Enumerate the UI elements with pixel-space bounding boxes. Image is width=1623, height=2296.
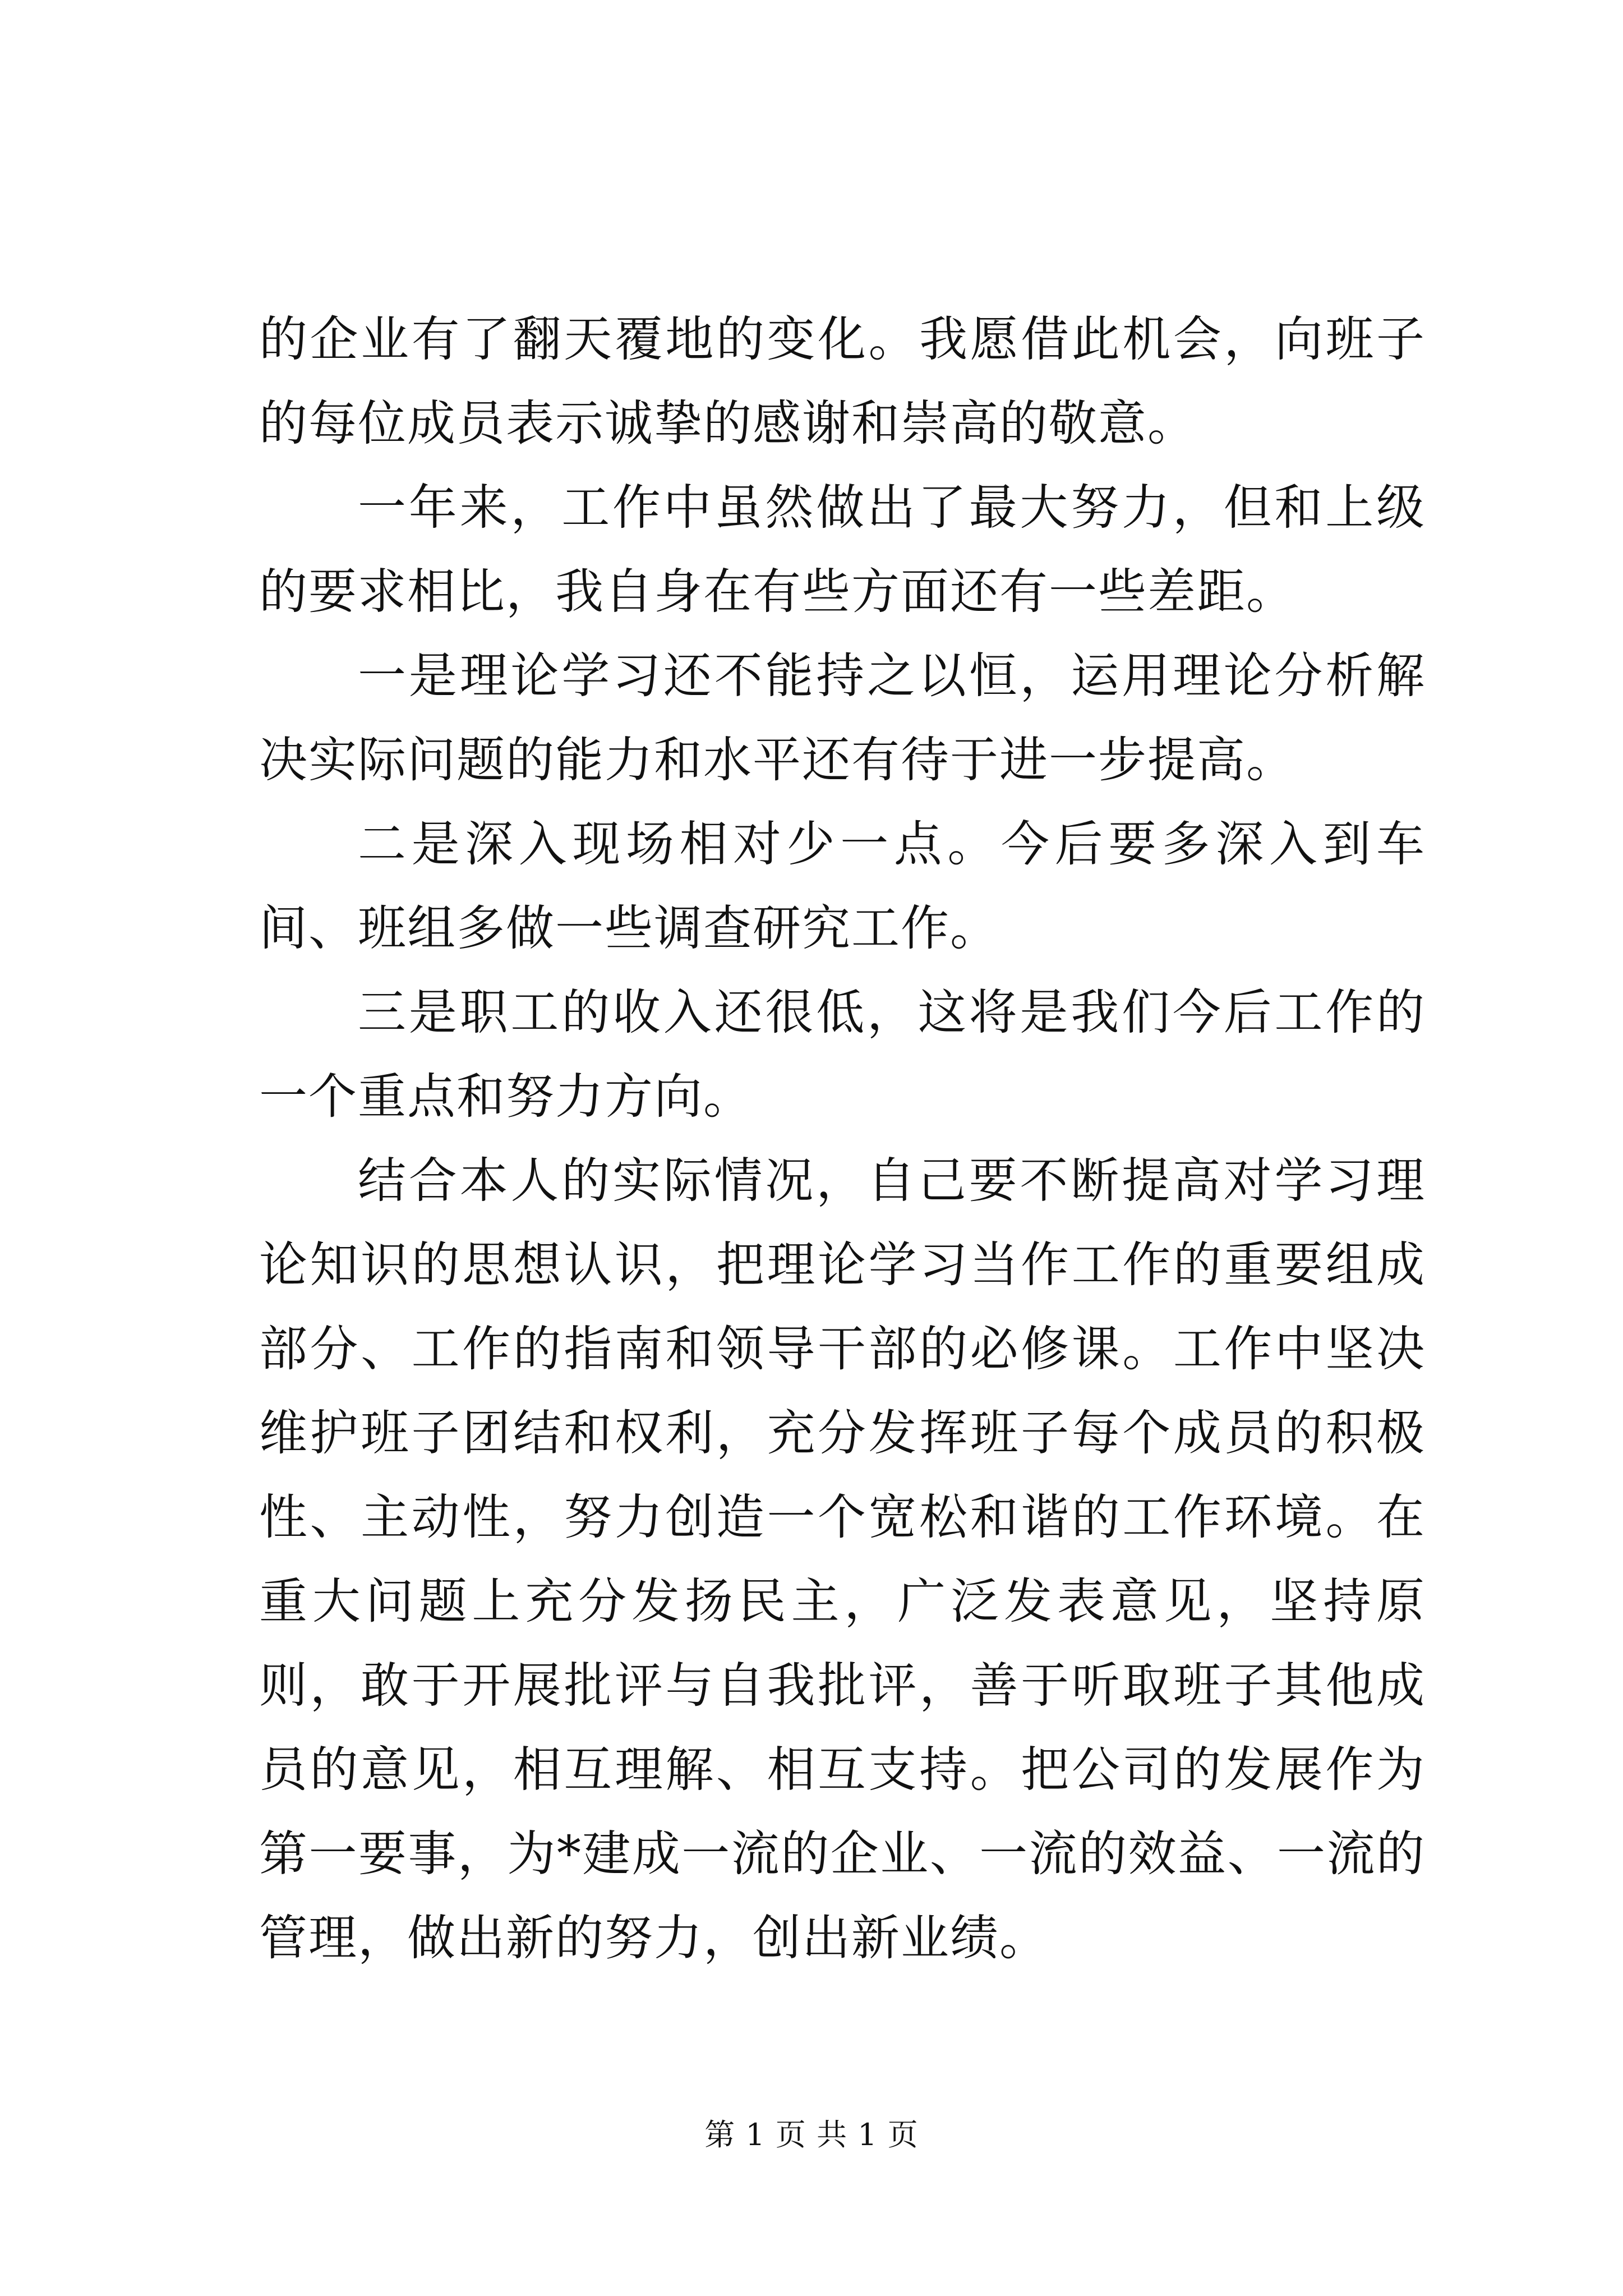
paragraph-conclusion: 结合本人的实际情况，自己要不断提高对学习理论知识的思想认识，把理论学习当作工作的重要组成部分、工作的指南和领导干部的必修课。工作中坚决维护班子团结和权利，充分发挥班子每个成员的积极性、主动性，努力创造一个宽松和谐的工作环境。在重大问题上充分发扬民主，广泛发表意见，坚持原则，敢于开展批评与自我批评，善于听取班子其他成员的意见，相互理解、相互支持。把公司的发展作为第一要事，为*建成一流的企业、一流的效益、一流的管理，做出新的努力，创出新业绩。 — [259, 1153, 1426, 1966]
paragraph-point-two: 二是深入现场相对少一点。今后要多深入到车间、班组多做一些调查研究工作。 — [259, 816, 1426, 956]
paragraph-point-one: 一是理论学习还不能持之以恒，运用理论分析解决实际问题的能力和水平还有待于进一步提高。 — [259, 648, 1426, 788]
paragraph-point-three: 三是职工的收入还很低，这将是我们今后工作的一个重点和努力方向。 — [259, 984, 1426, 1125]
page-number-footer: 第 1 页 共 1 页 — [704, 2117, 919, 2152]
paragraph-summary: 一年来，工作中虽然做出了最大努力，但和上级的要求相比，我自身在有些方面还有一些差距。 — [259, 480, 1426, 620]
paragraph-continuation: 的企业有了翻天覆地的变化。我愿借此机会，向班子的每位成员表示诚挚的感谢和崇高的敬意。 — [259, 311, 1426, 452]
document-body — [259, 297, 1426, 1980]
